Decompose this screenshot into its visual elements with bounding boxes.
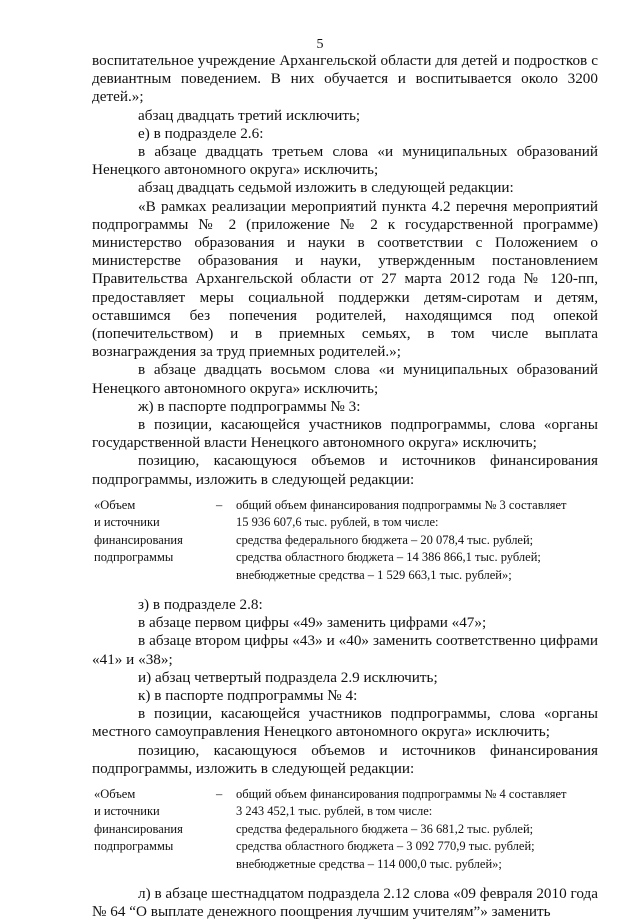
paragraph: абзац двадцать третий исключить; xyxy=(138,106,361,124)
paragraph: к) в паспорте подпрограммы № 4: xyxy=(138,686,358,704)
funding-label-line: финансирования xyxy=(94,532,183,547)
funding-block-subprogram-4 xyxy=(92,786,598,873)
funding-label xyxy=(92,786,216,873)
funding-line: средства областного бюджета – 14 386 866,1 тыс. рублей; xyxy=(236,550,541,565)
paragraph: в позиции, касающейся участников подпрограммы, слова «органы государственной власти Ненецкого автономного округа» исключить; xyxy=(92,416,598,452)
funding-label-line: «Объем xyxy=(94,786,136,801)
funding-line: средства областного бюджета – 3 092 770,9 тыс. рублей; xyxy=(236,839,535,854)
paragraph: позицию, касающуюся объемов и источников финансирования подпрограммы, изложить в следующей редакции: xyxy=(92,741,598,777)
paragraph: в позиции, касающейся участников подпрограммы, слова «органы местного самоуправления Ненецкого автономного округа» исключить; xyxy=(92,705,598,741)
funding-label-line: и источники xyxy=(94,515,160,530)
funding-line: общий объем финансирования подпрограммы № 3 составляет xyxy=(236,497,567,512)
funding-label-line: и источники xyxy=(94,804,160,819)
funding-label-line: подпрограммы xyxy=(94,839,174,854)
funding-line: внебюджетные средства – 1 529 663,1 тыс. рублей»; xyxy=(236,567,512,582)
funding-line: средства федерального бюджета – 36 681,2 тыс. рублей; xyxy=(236,821,534,836)
paragraph: з) в подразделе 2.8: xyxy=(138,595,263,613)
funding-line: средства федерального бюджета – 20 078,4 тыс. рублей; xyxy=(236,532,534,547)
paragraph: в абзаце двадцать восьмом слова «и муниципальных образований Ненецкого автономного округа» исключить; xyxy=(92,361,598,397)
paragraph: воспитательное учреждение Архангельской области для детей и подростков с девиантным поведением. В них обучается и воспитывается около 3200 детей.»; xyxy=(92,52,598,106)
funding-details xyxy=(236,497,598,584)
paragraph: «В рамках реализации мероприятий пункта 4.2 перечня мероприятий подпрограммы № 2 (приложение № 2 к государственной программе) министерство образования и науки в соответствии с Положением о министерстве образования и науки, утвержденным постановлением Правительства Архангельской области от 27 марта 2012 года № 120-пп, предоставляет меры социальной поддержки детям-сиротам и детям, оставшимся без попечения родителей, находящимся под опекой (попечительством) и в приемных семьях, в том числе выплата вознаграждения за труд приемных родителей.»; xyxy=(92,197,598,361)
paragraph: в абзаце первом цифры «49» заменить цифрами «47»; xyxy=(138,614,487,632)
paragraph: позицию, касающуюся объемов и источников финансирования подпрограммы, изложить в следующей редакции: xyxy=(92,452,598,488)
paragraph: и) абзац четвертый подраздела 2.9 исключить; xyxy=(138,668,438,686)
funding-label-line: подпрограммы xyxy=(94,550,174,565)
paragraph: абзац двадцать седьмой изложить в следующей редакции: xyxy=(138,179,514,197)
paragraph: л) в абзаце шестнадцатом подраздела 2.12 слова «09 февраля 2010 года № 64 “О выплате денежного поощрения лучшим учителям”» заменить xyxy=(92,884,598,921)
funding-line: общий объем финансирования подпрограммы № 4 составляет xyxy=(236,786,567,801)
document-body xyxy=(92,52,598,921)
funding-block-subprogram-3 xyxy=(92,497,598,584)
funding-label-line: «Объем xyxy=(94,497,136,512)
funding-line: внебюджетные средства – 114 000,0 тыс. рублей»; xyxy=(236,856,502,871)
paragraph: е) в подразделе 2.6: xyxy=(138,124,264,142)
funding-line: 3 243 452,1 тыс. рублей, в том числе: xyxy=(236,804,433,819)
paragraph: в абзаце двадцать третьем слова «и муниципальных образований Ненецкого автономного округа» исключить; xyxy=(92,143,598,179)
funding-line: 15 936 607,6 тыс. рублей, в том числе: xyxy=(236,515,439,530)
funding-dash: – xyxy=(216,786,223,801)
funding-label-line: финансирования xyxy=(94,821,183,836)
paragraph: ж) в паспорте подпрограммы № 3: xyxy=(138,397,361,415)
funding-dash: – xyxy=(216,497,223,512)
paragraph: в абзаце втором цифры «43» и «40» заменить соответственно цифрами «41» и «38»; xyxy=(92,632,598,668)
funding-label xyxy=(92,497,216,584)
page-number: 5 xyxy=(316,37,324,52)
funding-details xyxy=(236,786,598,873)
